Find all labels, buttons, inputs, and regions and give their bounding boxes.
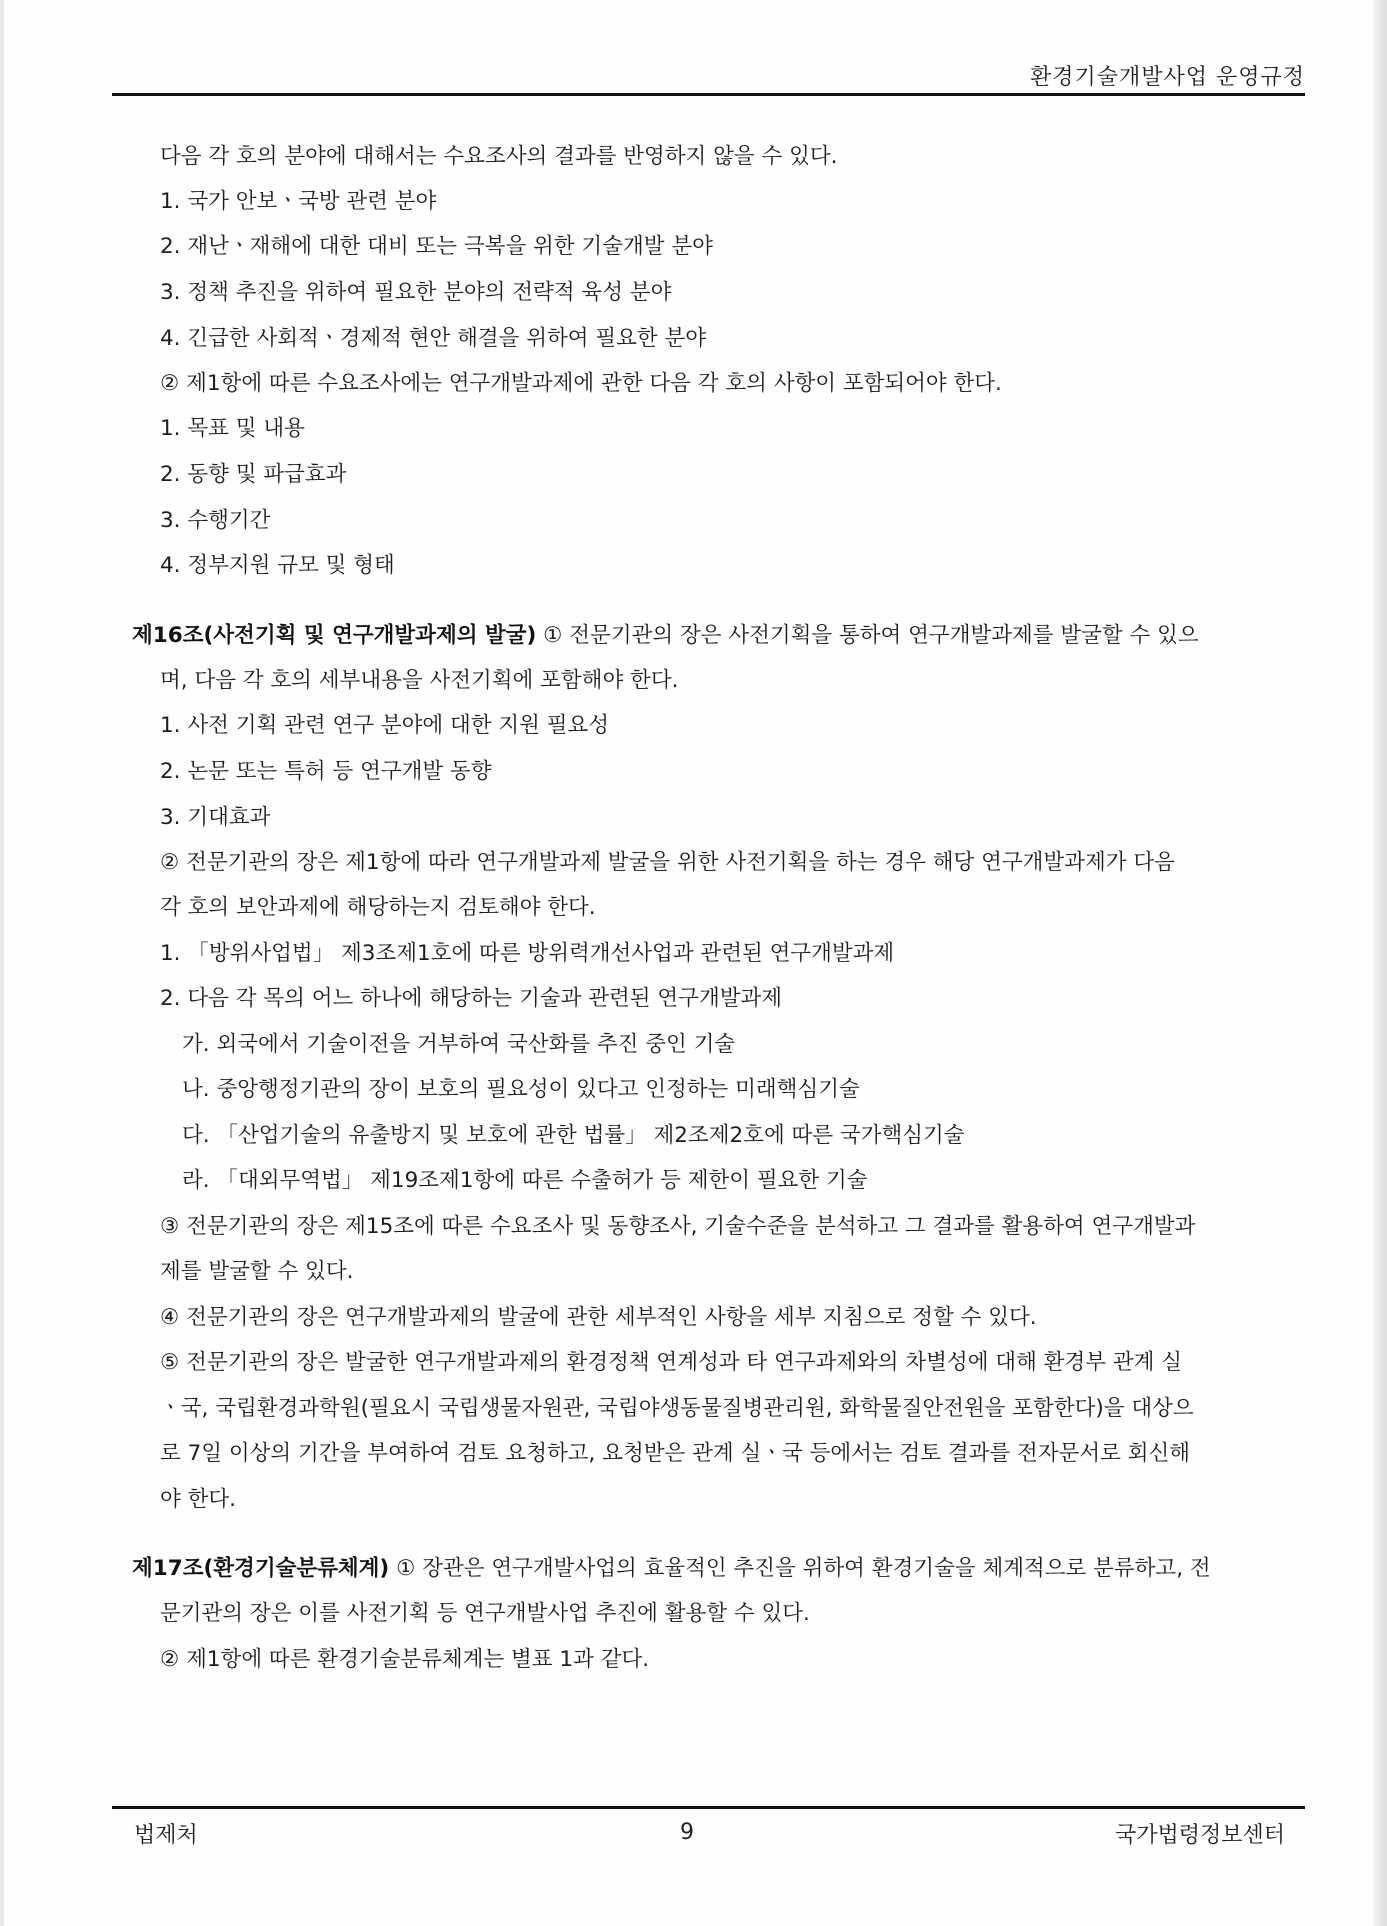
- body-line: 4. 정부지원 규모 및 형태: [160, 553, 395, 578]
- article-16-line: 2. 논문 또는 특허 등 연구개발 동향: [160, 759, 492, 784]
- article-16-line: 3. 기대효과: [160, 805, 271, 830]
- body-line: 2. 동향 및 파급효과: [160, 462, 347, 487]
- page-left-edge: [0, 0, 4, 1926]
- footer-left: 법제처: [134, 1823, 198, 1848]
- article-16-tail-line: ③ 전문기관의 장은 제15조에 따른 수요조사 및 동향조사, 기술수준을 분석하고 그 결과를 활용하여 연구개발과: [160, 1214, 1196, 1239]
- article-16-tail-line: 제를 발굴할 수 있다.: [160, 1259, 354, 1284]
- article-17-first-line: ① 장관은 연구개발사업의 효율적인 추진을 위하여 환경기술을 체계적으로 분류하고, 전: [389, 1556, 1211, 1581]
- body-line: 3. 수행기간: [160, 508, 271, 533]
- footer-rule: [112, 1806, 1305, 1809]
- article-17-line: 문기관의 장은 이를 사전기획 등 연구개발사업 추진에 활용할 수 있다.: [160, 1601, 810, 1626]
- article-16-heading-line: [132, 621, 1199, 651]
- article-16-line: 각 호의 보안과제에 해당하는지 검토해야 한다.: [160, 895, 596, 920]
- article-16-sub-item: 다. 「산업기술의 유출방지 및 보호에 관한 법률」 제2조제2호에 따른 국가핵심기술: [182, 1123, 965, 1148]
- page-right-edge: [1373, 0, 1387, 1926]
- article-16-line: 2. 다음 각 목의 어느 하나에 해당하는 기술과 관련된 연구개발과제: [160, 986, 783, 1011]
- article-16-line: 1. 사전 기획 관련 연구 분야에 대한 지원 필요성: [160, 713, 610, 738]
- page-number: 9: [680, 1820, 694, 1845]
- body-line: ② 제1항에 따른 수요조사에는 연구개발과제에 관한 다음 각 호의 사항이 포함되어야 한다.: [160, 371, 1002, 396]
- article-16-line: 1. 「방위사업법」 제3조제1호에 따른 방위력개선사업과 관련된 연구개발과제: [160, 941, 895, 966]
- body-line: 다음 각 호의 분야에 대해서는 수요조사의 결과를 반영하지 않을 수 있다.: [160, 144, 838, 169]
- footer-right: 국가법령정보센터: [1114, 1823, 1285, 1848]
- article-16-tail-line: 야 한다.: [160, 1487, 236, 1512]
- article-16-sub-item: 가. 외국에서 기술이전을 거부하여 국산화를 추진 중인 기술: [182, 1032, 736, 1057]
- body-line: 1. 국가 안보ㆍ국방 관련 분야: [160, 189, 437, 214]
- body-line: 1. 목표 및 내용: [160, 416, 305, 441]
- header-title: 환경기술개발사업 운영규정: [1029, 65, 1305, 90]
- article-16-tail-line: ⑤ 전문기관의 장은 발굴한 연구개발과제의 환경정책 연계성과 타 연구과제와의 차별성에 대해 환경부 관계 실: [160, 1350, 1182, 1375]
- article-17-line: ② 제1항에 따른 환경기술분류체계는 별표 1과 같다.: [160, 1647, 650, 1672]
- article-16-line: 며, 다음 각 호의 세부내용을 사전기획에 포함해야 한다.: [160, 668, 679, 693]
- article-16-first-line: ① 전문기관의 장은 사전기획을 통하여 연구개발과제를 발굴할 수 있으: [536, 623, 1199, 648]
- article-16-tail-line: ㆍ국, 국립환경과학원(필요시 국립생물자원관, 국립야생동물질병관리원, 화학물질안전원을 포함한다)을 대상으: [160, 1396, 1194, 1421]
- body-line: 4. 긴급한 사회적ㆍ경제적 현안 해결을 위하여 필요한 분야: [160, 326, 707, 351]
- article-17-heading-line: [132, 1554, 1211, 1584]
- body-line: 2. 재난ㆍ재해에 대한 대비 또는 극복을 위한 기술개발 분야: [160, 234, 713, 259]
- article-16-sub-item: 라. 「대외무역법」 제19조제1항에 따른 수출허가 등 제한이 필요한 기술: [182, 1168, 868, 1193]
- article-16-line: ② 전문기관의 장은 제1항에 따라 연구개발과제 발굴을 위한 사전기획을 하는 경우 해당 연구개발과제가 다음: [160, 850, 1175, 875]
- header-rule: [112, 93, 1305, 96]
- body-line: 3. 정책 추진을 위하여 필요한 분야의 전략적 육성 분야: [160, 280, 672, 305]
- article-16-tail-line: ④ 전문기관의 장은 연구개발과제의 발굴에 관한 세부적인 사항을 세부 지침으로 정할 수 있다.: [160, 1305, 1037, 1330]
- article-16-tail-line: 로 7일 이상의 기간을 부여하여 검토 요청하고, 요청받은 관계 실ㆍ국 등에서는 검토 결과를 전자문서로 회신해: [160, 1441, 1191, 1466]
- article-16-sub-item: 나. 중앙행정기관의 장이 보호의 필요성이 있다고 인정하는 미래핵심기술: [182, 1077, 860, 1102]
- article-17-title: 제17조(환경기술분류체계): [132, 1556, 390, 1581]
- article-16-title: 제16조(사전기획 및 연구개발과제의 발굴): [132, 623, 537, 648]
